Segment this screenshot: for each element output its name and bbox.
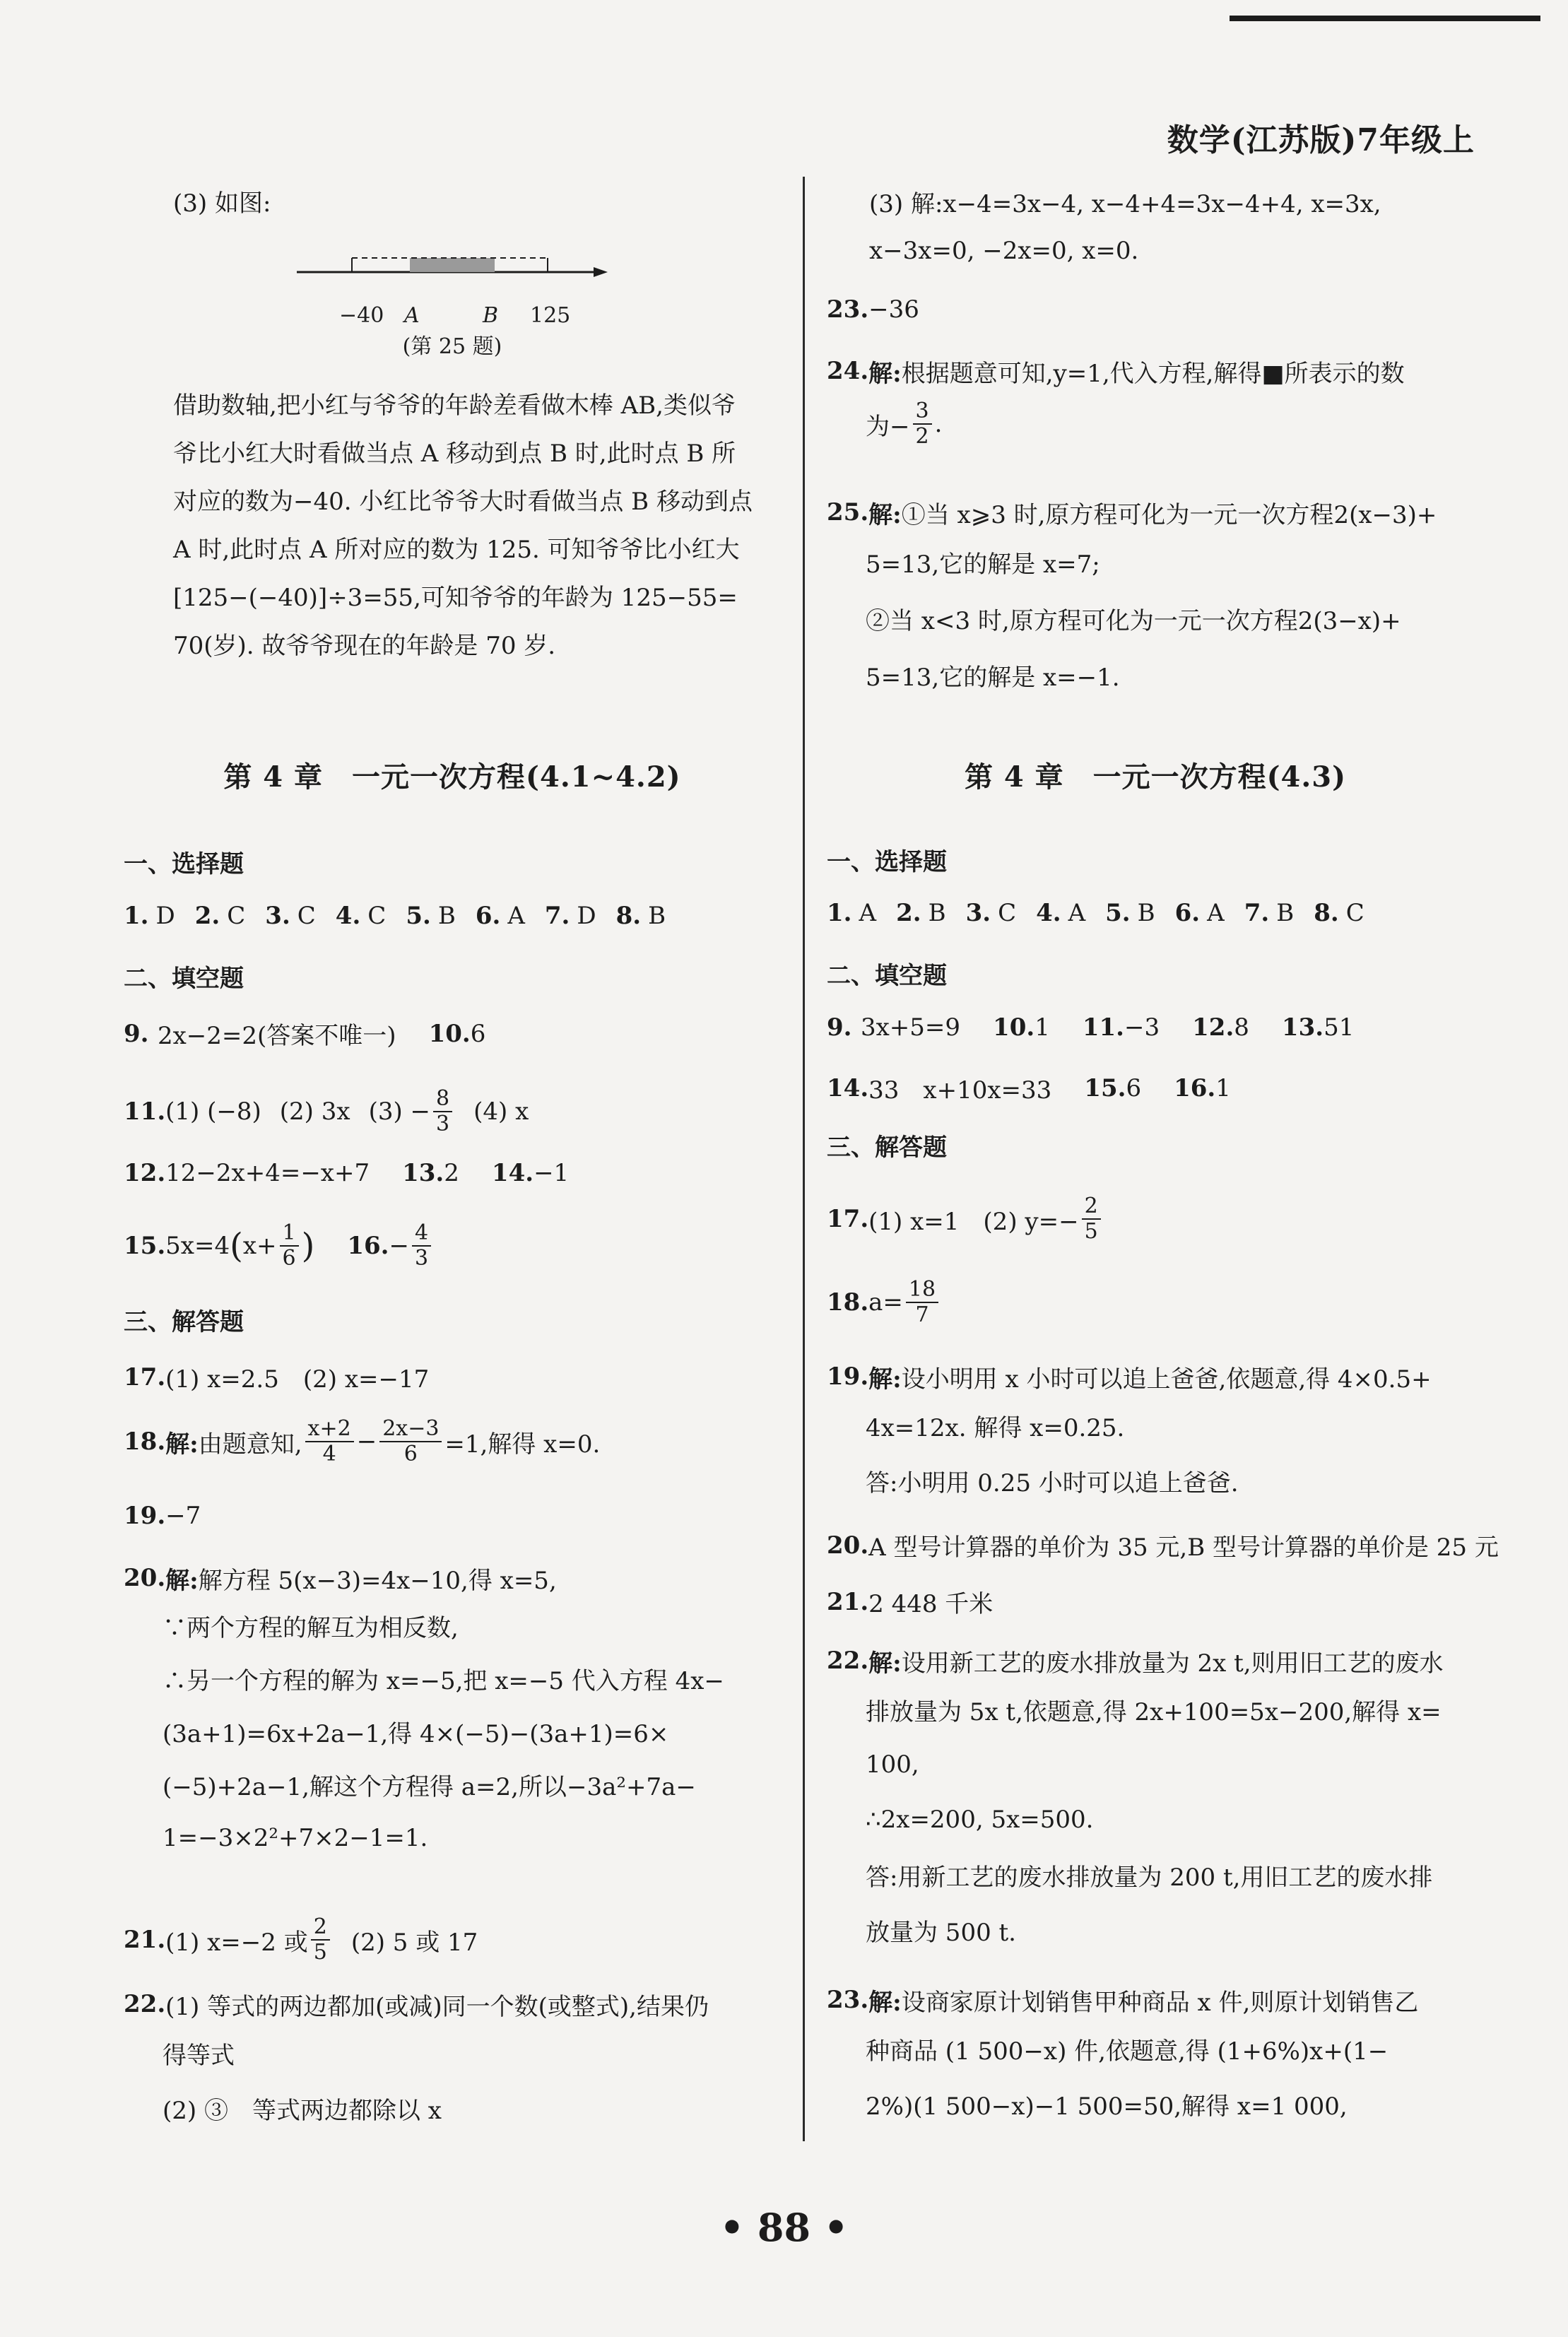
chapter-title-left: 第 4 章 一元一次方程(4.1~4.2) bbox=[223, 760, 681, 794]
q19-right: 19. 解: 设小明用 x 小时可以追上爸爸,依题意,得 4×0.5+ 4x=12x. 解得 x=0.25. 答:小明用 0.25 小时可以追上爸爸. bbox=[827, 1362, 1432, 1497]
q9-q10-left: 9. 2x−2=2(答案不唯一) 10. 6 bbox=[124, 1019, 486, 1050]
fill-row1-right: 9. 3x+5=9 10. 1 11. −3 12. 8 13. 51 bbox=[827, 1013, 1355, 1042]
q24-right: 24. 解: 根据题意可知,y=1,代入方程,解得■所表示的数 为− $\frac{3}{2}$ . bbox=[827, 357, 1405, 449]
q19-left: 19. −7 bbox=[124, 1502, 201, 1530]
q18-right: 18. a= $\frac{18}{7}$ bbox=[827, 1278, 941, 1327]
nl-label-125: 125 bbox=[530, 303, 571, 328]
q21-left: 21. (1) x=−2 或 $\frac{2}{5}$ (2) 5 或 17 bbox=[124, 1914, 478, 1965]
number-line bbox=[297, 244, 608, 329]
q25-explanation: 借助数轴,把小红与爷爷的年龄差看做木棒 AB,类似爷 爷比小红大时看做当点 A 移动到点 B 时,此时点 B 所 对应的数为−40. 小红比爷爷大时看做当点 B 移动到点 A 时,此时点 A 所对应的数为 125. 可知爷爷比小红大 [125−(−40)]÷3=55,可知爷爷的年龄为 125−55= 70(岁). 故爷爷现在的年龄是 70 岁. bbox=[173, 392, 753, 660]
column-divider bbox=[803, 177, 805, 2141]
q15-q16-left: 15. 5x=4 ( x+ $\frac{1}{6}$ ) 16. − $\frac{4}{3}$ bbox=[124, 1221, 434, 1271]
q25-part3-intro: (3) 如图: bbox=[173, 189, 271, 218]
section-choice-left: 一、选择题 bbox=[124, 850, 244, 878]
q22-left: 22. (1) 等式的两边都加(或减)同一个数(或整式),结果仍 得等式 (2) ③ 等式两边都除以 x bbox=[124, 1990, 709, 2125]
number-line-svg bbox=[297, 244, 608, 300]
chapter-title-right: 第 4 章 一元一次方程(4.3) bbox=[964, 760, 1347, 794]
section-choice-right: 一、选择题 bbox=[827, 848, 947, 876]
q25-right: 25. 解: ①当 x⩾3 时,原方程可化为一元一次方程2(x−3)+ 5=13,它的解是 x=7; ②当 x<3 时,原方程可化为一元一次方程2(3−x)+ 5=13,它的解是 x=−1. bbox=[827, 498, 1437, 692]
numberline-caption: (第 25 题) bbox=[402, 334, 502, 359]
q21-right: 21. 2 448 千米 bbox=[827, 1587, 994, 1618]
page-header: 数学(江苏版)7年级上 bbox=[1167, 122, 1475, 158]
q23-solution-right: 23. 解: 设商家原计划销售甲种商品 x 件,则原计划销售乙 种商品 (1 500−x) 件,依题意,得 (1+6%)x+(1− 2%)(1 500−x)−1 500=50,解得 x=1 000, bbox=[827, 1986, 1419, 2121]
top-rule bbox=[1230, 16, 1540, 21]
nl-label-a: A bbox=[404, 303, 420, 328]
q25-part3-right: (3) 解:x−4=3x−4, x−4+4=3x−4+4, x=3x, x−3x=0, −2x=0, x=0. bbox=[869, 189, 1381, 265]
nl-label-neg40: −40 bbox=[339, 303, 384, 328]
section-solve-left: 三、解答题 bbox=[124, 1308, 244, 1336]
q23-right: 23. −36 bbox=[827, 295, 919, 324]
choice-answers-left: 1. D 2. C 3. C 4. C 5. B 6. A 7. D 8. B bbox=[124, 902, 666, 930]
section-solve-right: 三、解答题 bbox=[827, 1134, 947, 1162]
q12-q14-left: 12. 12−2x+4=−x+7 13. 2 14. −1 bbox=[124, 1159, 570, 1187]
choice-answers-right: 1. A 2. B 3. C 4. A 5. B 6. A 7. B 8. C bbox=[827, 899, 1364, 927]
q17-right: 17. (1) x=1 (2) y=− $\frac{2}{5}$ bbox=[827, 1194, 1104, 1244]
q18-left: 18. 解: 由题意知, $\frac{x+2}{4}$ − $\frac{2x-3}{6}$ =1,解得 x=0. bbox=[124, 1416, 601, 1466]
q20-right: 20. A 型号计算器的单价为 35 元,B 型号计算器的单价是 25 元 bbox=[827, 1531, 1499, 1562]
q17-left: 17. (1) x=2.5 (2) x=−17 bbox=[124, 1362, 430, 1394]
q11-left: 11. (1) (−8) (2) 3x (3) − $\frac{8}{3}$ (4) x bbox=[124, 1086, 529, 1136]
nl-label-b: B bbox=[483, 303, 499, 328]
section-fill-left: 二、填空题 bbox=[124, 965, 244, 993]
q20-left: 20. 解: 解方程 5(x−3)=4x−10,得 x=5, ∵两个方程的解互为相反数, ∴另一个方程的解为 x=−5,把 x=−5 代入方程 4x− (3a+1)=6x+2a−1,得 4×(−5)−(3a+1)=6× (−5)+2a−1,解这个方程得 a=2,所以−3a²+7a− 1=−3×2²+7×2−1=1. bbox=[124, 1564, 724, 1852]
q22-right: 22. 解: 设用新工艺的废水排放量为 2x t,则用旧工艺的废水 排放量为 5x t,依题意,得 2x+100=5x−200,解得 x= 100, ∴2x=200, 5x=500. 答:用新工艺的废水排放量为 200 t,用旧工艺的废水排 放量为 500 t. bbox=[827, 1647, 1444, 1947]
fill-row2-right: 14. 33 x+10x=33 15. 6 16. 1 bbox=[827, 1073, 1231, 1105]
section-fill-right: 二、填空题 bbox=[827, 962, 947, 990]
page-number: • 88 • bbox=[719, 2205, 849, 2250]
